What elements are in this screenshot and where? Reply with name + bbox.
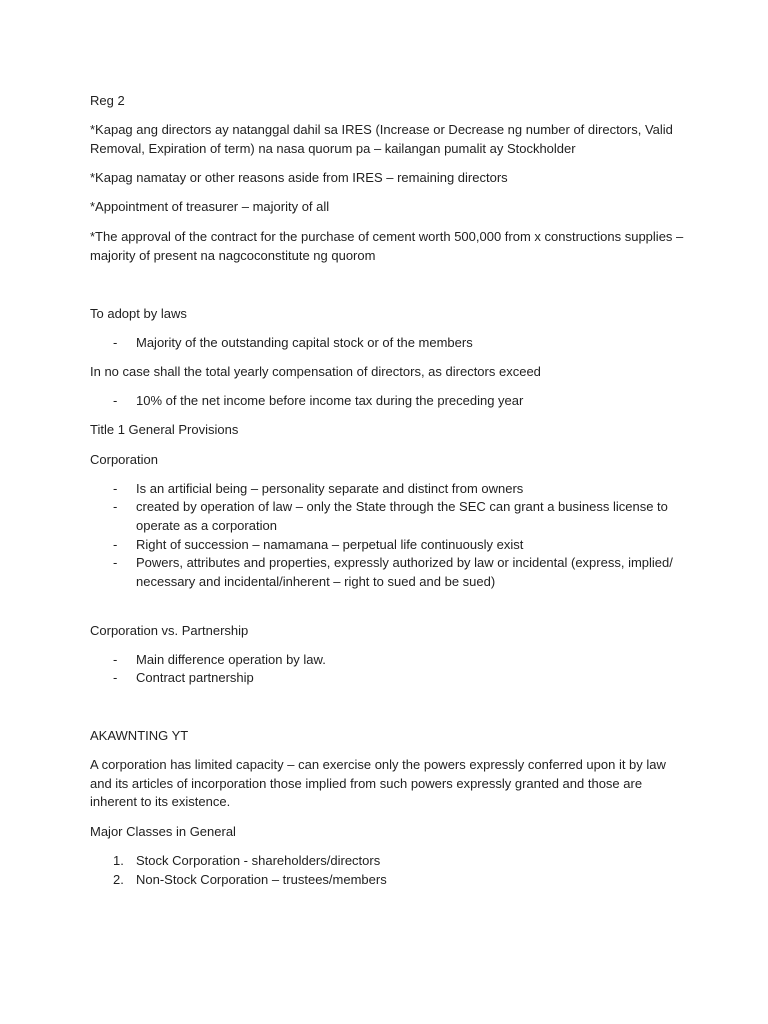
- reg-title: Reg 2: [90, 93, 125, 108]
- dash-marker: -: [113, 555, 118, 570]
- major-class-item: [90, 852, 700, 871]
- cvp-list-item: [90, 669, 700, 688]
- list-item-text: Is an artificial being – personality separate and distinct from owners: [136, 481, 524, 496]
- dash-marker: -: [113, 335, 118, 350]
- major-class-item: [90, 871, 700, 890]
- number-marker: 2.: [113, 872, 124, 887]
- list-item-text: Main difference operation by law.: [136, 652, 326, 667]
- paragraph-death-directors: *Kapag namatay or other reasons aside from IRES – remaining directors: [90, 170, 508, 185]
- list-item-text: Majority of the outstanding capital stock or of the members: [136, 335, 473, 350]
- akawnting-heading: AKAWNTING YT: [90, 728, 189, 743]
- bylaws-list-item: [90, 334, 700, 353]
- paragraph-removal-directors: *Kapag ang directors ay natanggal dahil sa IRES (Increase or Decrease ng number of directors, Valid Removal, Expiration of term) na nasa quorum pa – kailangan pumalit ay Stockholder: [90, 122, 673, 156]
- corp-list-item: [90, 480, 700, 499]
- bylaws-heading: To adopt by laws: [90, 306, 187, 321]
- list-item-text: Non-Stock Corporation – trustees/members: [136, 872, 387, 887]
- corporation-vs-partnership-heading: Corporation vs. Partnership: [90, 623, 249, 638]
- list-item-text: 10% of the net income before income tax during the preceding year: [136, 393, 524, 408]
- compensation-list-item: [90, 392, 700, 411]
- major-classes-heading: Major Classes in General: [90, 824, 236, 839]
- number-marker: 1.: [113, 853, 124, 868]
- list-item-text: Powers, attributes and properties, expressly authorized by law or incidental (express, implied/ necessary and incidental/inherent – right to sued and be sued): [136, 555, 673, 589]
- dash-marker: -: [113, 652, 118, 667]
- corp-list-item: [90, 554, 680, 591]
- list-item-text: Stock Corporation - shareholders/directors: [136, 853, 381, 868]
- dash-marker: -: [113, 670, 118, 685]
- dash-marker: -: [113, 393, 118, 408]
- list-item-text: Right of succession – namamana – perpetual life continuously exist: [136, 537, 524, 552]
- dash-marker: -: [113, 499, 118, 514]
- paragraph-contract-approval: *The approval of the contract for the purchase of cement worth 500,000 from x constructions supplies – majority of present na nagcoconstitute ng quorom: [90, 229, 684, 263]
- compensation-text: In no case shall the total yearly compensation of directors, as directors exceed: [90, 364, 541, 379]
- paragraph-treasurer: *Appointment of treasurer – majority of all: [90, 199, 330, 214]
- corp-list-item: [90, 498, 680, 535]
- corp-list-item: [90, 536, 700, 555]
- cvp-list-item: [90, 651, 700, 670]
- corporation-heading: Corporation: [90, 452, 158, 467]
- list-item-text: Contract partnership: [136, 670, 254, 685]
- dash-marker: -: [113, 537, 118, 552]
- dash-marker: -: [113, 481, 118, 496]
- title-general-provisions: Title 1 General Provisions: [90, 422, 239, 437]
- list-item-text: created by operation of law – only the State through the SEC can grant a business license to operate as a corporation: [136, 499, 668, 533]
- paragraph-limited-capacity: A corporation has limited capacity – can exercise only the powers expressly conferred upon it by law and its articles of incorporation those implied from such powers expressly granted and those are inherent to its existence.: [90, 757, 666, 809]
